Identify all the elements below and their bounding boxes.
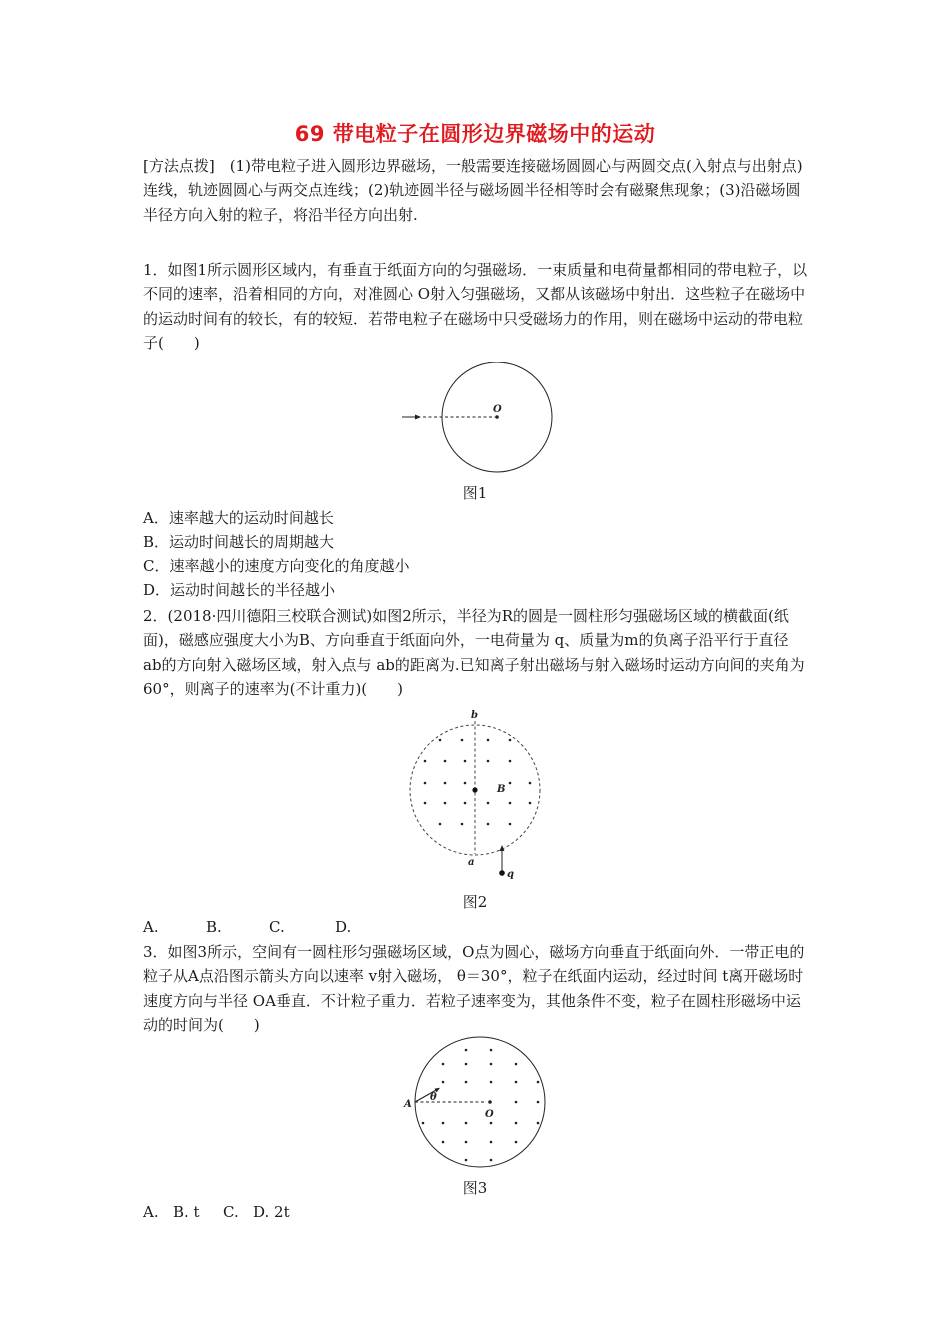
center-point	[495, 415, 499, 419]
q1-option-b: B．运动时间越长的周期越大	[143, 533, 335, 551]
question-2-stem: 2．(2018·四川德阳三校联合测试)如图2所示，半径为R的圆是一圆柱形匀强磁场区域的横截面(纸面)，磁感应强度大小为B、方向垂直于纸面向外，一电荷量为 q、质量为m的负离子沿平行于直径 ab的方向射入磁场区域，射入点与 ab的距离为.已知离子射出磁场与射入磁场时运动方向间的夹角为60°，则离子的速率为(不计重力)( )	[143, 607, 805, 698]
q1-option-c: C．速率越小的速度方向变化的角度越小	[143, 557, 410, 575]
ion-point	[499, 870, 505, 876]
figure-3	[398, 1036, 558, 1170]
q2-option-b: B.	[206, 918, 222, 936]
q3-options	[143, 1200, 290, 1224]
center-point	[472, 787, 477, 792]
figure-1-caption: 图1	[462, 484, 488, 502]
label-a: a	[468, 857, 475, 868]
center-label: O	[493, 404, 502, 415]
label-field-B: B	[497, 784, 506, 795]
field-dots	[422, 1049, 540, 1162]
label-b: b	[471, 710, 478, 721]
question-3-stem: 3．如图3所示，空间有一圆柱形匀强磁场区域，O点为圆心，磁场方向垂直于纸面向外．一带正电的粒子从A点沿图示箭头方向以速率 v射入磁场， θ＝30°，粒子在纸面内运动，经过时间 t离开磁场时速度方向与半径 OA垂直．不计粒子重力．若粒子速率变为，其他条件不变，粒子在圆柱形磁场中运动的时间为( )	[143, 943, 805, 1034]
field-dots	[424, 739, 532, 826]
center-point	[488, 1100, 492, 1104]
figure-2	[400, 706, 550, 886]
figure-3-caption: 图3	[462, 1179, 488, 1197]
label-theta: θ	[430, 1092, 437, 1103]
q2-option-d: D.	[335, 918, 352, 936]
question-1-stem: 1．如图1所示圆形区域内，有垂直于纸面方向的匀强磁场．一束质量和电荷量都相同的带电粒子，以不同的速率，沿着相同的方向，对准圆心 O射入匀强磁场，又都从该磁场中射出．这些粒子在磁场中的运动时间有的较长，有的较短．若带电粒子在磁场中只受磁场力的作用，则在磁场中运动的带电粒子( )	[143, 261, 808, 352]
figure-1	[395, 362, 565, 474]
q2-option-a: A.	[143, 918, 159, 936]
q1-option-d: D．运动时间越长的半径越小	[143, 581, 336, 599]
q1-option-a: A．速率越大的运动时间越长	[143, 509, 334, 527]
q3-option-c: C.	[223, 1203, 239, 1221]
q2-option-c: C.	[269, 918, 285, 936]
arrow-icon	[415, 415, 421, 420]
label-A: A	[404, 1099, 412, 1110]
label-q: q	[507, 869, 514, 880]
q3-option-d: D. 2t	[253, 1203, 290, 1221]
label-O: O	[485, 1109, 494, 1120]
q2-options	[143, 915, 351, 939]
figure-2-caption: 图2	[462, 893, 488, 911]
q3-option-a: A.	[143, 1203, 159, 1221]
q3-option-b: B. t	[173, 1203, 200, 1221]
page-title: 69 带电粒子在圆形边界磁场中的运动	[294, 122, 656, 146]
method-tip: [方法点拨] (1)带电粒子进入圆形边界磁场，一般需要连接磁场圆圆心与两圆交点(入射点与出射点)连线，轨迹圆圆心与两交点连线；(2)轨迹圆半径与磁场圆半径相等时会有磁聚焦现象；(3)沿磁场圆半径方向入射的粒子，将沿半径方向出射.	[143, 157, 803, 224]
